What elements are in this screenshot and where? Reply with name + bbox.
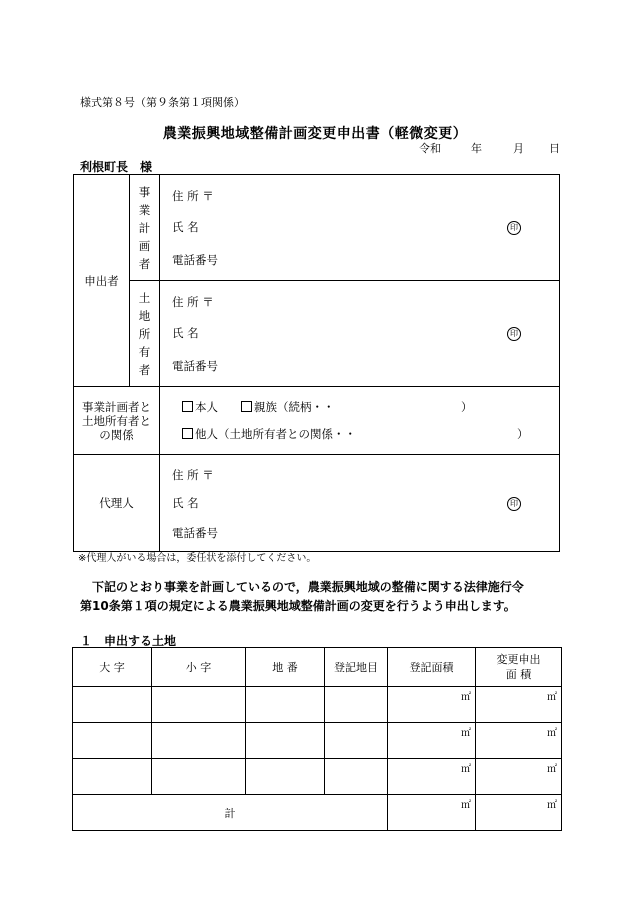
planner-seal-icon: 印: [507, 221, 521, 235]
agent-name-field[interactable]: 氏 名: [172, 496, 199, 510]
owner-phone-field[interactable]: 電話番号: [172, 359, 218, 373]
cell-area[interactable]: ㎡: [388, 759, 476, 795]
relative-label: 親族（続柄・・ ）: [254, 400, 473, 414]
planner-label: [130, 175, 160, 281]
table-total-row: [73, 795, 562, 831]
agent-seal-icon: 印: [507, 497, 521, 511]
date-month: 月: [513, 142, 524, 155]
cell-koaza[interactable]: [152, 723, 246, 759]
owner-label-0: 土: [138, 290, 151, 305]
self-label: 本人: [195, 400, 218, 414]
owner-label-3: 有: [138, 344, 151, 359]
cell-oaza[interactable]: [73, 723, 152, 759]
header-change-area-line-1: 変更申出: [496, 653, 541, 666]
applicant-label: 申出者: [74, 175, 130, 387]
body-text-line-2: 第10条第１項の規定による農業振興地域整備計画の変更を行うよう申出します。: [80, 599, 516, 613]
header-change-area-line-2: 面 積: [505, 668, 532, 681]
planner-label-1: 業: [138, 202, 151, 217]
agent-fields: [160, 455, 560, 552]
header-change-area: [476, 648, 562, 687]
cell-chiban[interactable]: [246, 723, 325, 759]
other-checkbox[interactable]: [182, 428, 193, 439]
relationship-label-2: の関係: [99, 427, 134, 442]
relationship-row-2: [182, 426, 529, 442]
header-area: 登記面積: [388, 648, 476, 687]
cell-chiban[interactable]: [246, 687, 325, 723]
cell-oaza[interactable]: [73, 759, 152, 795]
addressee: 利根町長 様: [80, 160, 153, 174]
header-oaza: 大 字: [73, 648, 152, 687]
total-label: 計: [73, 795, 388, 831]
land-table: [72, 647, 562, 831]
agent-phone-field[interactable]: 電話番号: [172, 526, 218, 540]
applicant-table: [73, 174, 560, 552]
cell-koaza[interactable]: [152, 759, 246, 795]
planner-fields: [160, 175, 560, 281]
owner-address-field[interactable]: 住 所 〒: [172, 295, 214, 309]
relationship-options: [160, 387, 560, 455]
relationship-label-0: 事業計画者と: [82, 399, 151, 414]
owner-label-4: 者: [138, 362, 151, 377]
self-checkbox[interactable]: [182, 401, 193, 412]
table-row: [73, 723, 562, 759]
cell-oaza[interactable]: [73, 687, 152, 723]
planner-label-0: 事: [138, 184, 151, 199]
cell-koaza[interactable]: [152, 687, 246, 723]
agent-note: ※代理人がいる場合は，委任状を添付してください。: [78, 553, 317, 564]
planner-name-field[interactable]: 氏 名: [172, 220, 199, 234]
planner-phone-field[interactable]: 電話番号: [172, 253, 218, 267]
header-chiban: 地 番: [246, 648, 325, 687]
agent-address-field[interactable]: 住 所 〒: [172, 468, 214, 482]
relative-checkbox[interactable]: [241, 401, 252, 412]
cell-chimoku[interactable]: [325, 759, 388, 795]
planner-label-2: 計: [138, 220, 151, 235]
relationship-label: [74, 387, 160, 455]
form-number: 様式第８号（第９条第１項関係）: [80, 96, 245, 109]
owner-label-1: 地: [138, 308, 151, 323]
date-day: 日: [549, 142, 560, 155]
header-koaza: 小 字: [152, 648, 246, 687]
section1-title: １ 申出する土地: [80, 634, 177, 648]
planner-address-field[interactable]: 住 所 〒: [172, 189, 214, 203]
body-text: [80, 578, 580, 616]
document-title: 農業振興地域整備計画変更申出書（軽微変更）: [162, 126, 468, 142]
total-area[interactable]: ㎡: [388, 795, 476, 831]
owner-name-field[interactable]: 氏 名: [172, 326, 199, 340]
other-label: 他人（土地所有者との関係・・ ）: [195, 427, 529, 441]
planner-label-4: 者: [138, 256, 151, 271]
owner-label: [130, 281, 160, 387]
table-row: [73, 687, 562, 723]
total-change-area[interactable]: ㎡: [476, 795, 562, 831]
date-line: [419, 140, 560, 156]
land-table-header: [73, 648, 562, 687]
relationship-label-1: 土地所有者と: [82, 413, 151, 428]
cell-chimoku[interactable]: [325, 687, 388, 723]
date-year: 年: [471, 142, 482, 155]
cell-chimoku[interactable]: [325, 723, 388, 759]
table-row: [73, 759, 562, 795]
date-era: 令和: [419, 142, 441, 155]
header-chimoku: 登記地目: [325, 648, 388, 687]
cell-area[interactable]: ㎡: [388, 723, 476, 759]
cell-change-area[interactable]: ㎡: [476, 687, 562, 723]
owner-label-2: 所: [138, 326, 151, 341]
cell-change-area[interactable]: ㎡: [476, 759, 562, 795]
agent-label: 代理人: [74, 455, 160, 552]
cell-chiban[interactable]: [246, 759, 325, 795]
cell-area[interactable]: ㎡: [388, 687, 476, 723]
body-text-line-1: 下記のとおり事業を計画しているので，農業振興地域の整備に関する法律施行令: [92, 580, 524, 594]
owner-seal-icon: 印: [507, 327, 521, 341]
planner-label-3: 画: [138, 238, 151, 253]
owner-fields: [160, 281, 560, 387]
relationship-row-1: [182, 399, 473, 415]
cell-change-area[interactable]: ㎡: [476, 723, 562, 759]
